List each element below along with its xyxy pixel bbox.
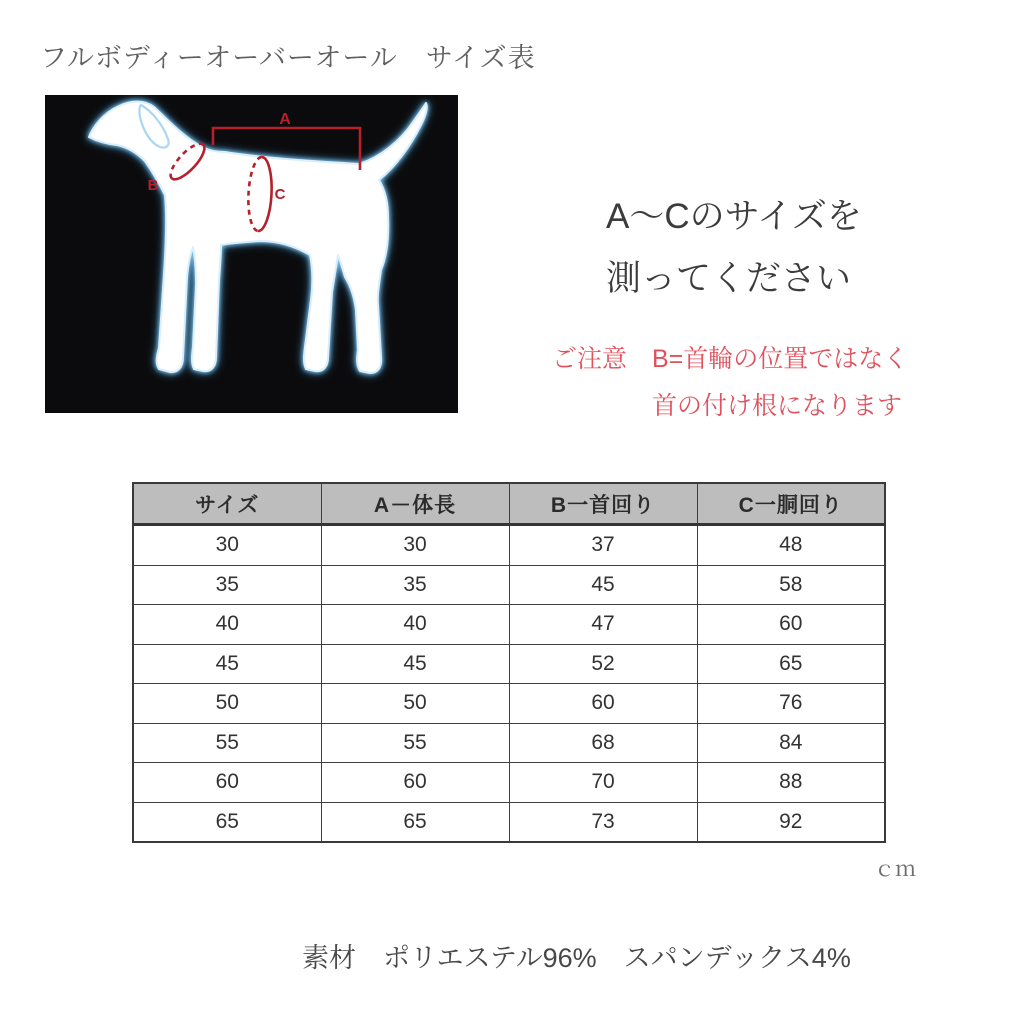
dog-diagram-svg (45, 95, 458, 413)
table-row (133, 644, 885, 684)
page-title: フルボディーオーバーオール サイズ表 (40, 43, 536, 73)
table-row (133, 525, 885, 566)
table-cell: 58 (697, 565, 885, 605)
marker-c-label: C (274, 186, 286, 203)
table-cell: 92 (697, 802, 885, 842)
size-table-body (133, 525, 885, 843)
table-cell: 65 (321, 802, 509, 842)
table-cell: 50 (133, 684, 321, 724)
table-cell: 76 (697, 684, 885, 724)
table-cell: 40 (321, 605, 509, 645)
table-cell: 45 (321, 644, 509, 684)
table-cell: 68 (509, 723, 697, 763)
table-row (133, 723, 885, 763)
notice-line1: ご注意 B=首輪の位置ではなく (552, 345, 909, 373)
table-cell: 30 (321, 525, 509, 566)
table-cell: 60 (321, 763, 509, 803)
notice-text (552, 336, 908, 430)
table-row (133, 802, 885, 842)
table-cell: 70 (509, 763, 697, 803)
table-header-size: サイズ (133, 483, 321, 525)
table-cell: 40 (133, 605, 321, 645)
table-cell: 65 (133, 802, 321, 842)
unit-label: ｃｍ (874, 858, 916, 881)
table-row (133, 684, 885, 724)
table-row (133, 763, 885, 803)
table-header-row (133, 483, 885, 525)
table-cell: 50 (321, 684, 509, 724)
table-cell: 84 (697, 723, 885, 763)
measure-instruction (606, 186, 862, 310)
notice-line2: 首の付け根になります (652, 392, 903, 420)
size-table (132, 482, 886, 843)
table-cell: 48 (697, 525, 885, 566)
table-cell: 47 (509, 605, 697, 645)
table-cell: 37 (509, 525, 697, 566)
table-cell: 60 (133, 763, 321, 803)
table-cell: 88 (697, 763, 885, 803)
marker-b-label: B (147, 177, 159, 194)
table-cell: 30 (133, 525, 321, 566)
table-row (133, 565, 885, 605)
instruction-line2: 測ってください (606, 259, 852, 298)
table-cell: 45 (133, 644, 321, 684)
dog-measurement-diagram (45, 95, 458, 413)
table-cell: 35 (133, 565, 321, 605)
table-cell: 60 (697, 605, 885, 645)
table-cell: 52 (509, 644, 697, 684)
table-cell: 55 (133, 723, 321, 763)
table-cell: 45 (509, 565, 697, 605)
table-row (133, 605, 885, 645)
material-text: 素材 ポリエステル96% スパンデックス4% (302, 943, 851, 973)
marker-a-label: A (279, 111, 291, 128)
table-header-chest-girth: C一胴回り (697, 483, 885, 525)
table-header-neck-girth: B一首回り (509, 483, 697, 525)
table-cell: 60 (509, 684, 697, 724)
size-table-head (133, 483, 885, 525)
table-cell: 73 (509, 802, 697, 842)
table-header-body-length: A－体長 (321, 483, 509, 525)
table-cell: 65 (697, 644, 885, 684)
table-cell: 35 (321, 565, 509, 605)
table-cell: 55 (321, 723, 509, 763)
instruction-line1: A〜Cのサイズを (606, 197, 862, 236)
